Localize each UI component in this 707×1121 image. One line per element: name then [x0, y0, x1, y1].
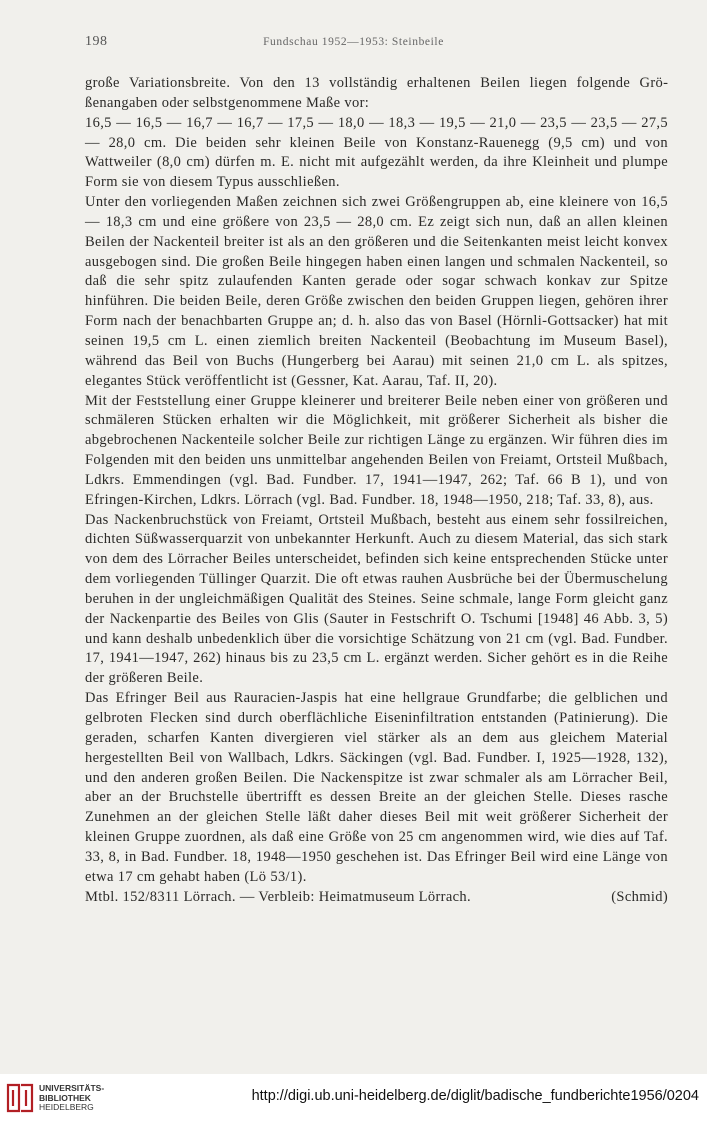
paragraph: Mit der Feststellung einer Gruppe kleinerer und breiterer Beile neben einer von größeren und schmäleren Stücken erhalten wir die Möglichkeit, mit größerer Sicherheit als bisher die abgebrochenen Nackenteile solcher Beile zur richtigen Länge zu ergänzen. Wir führen dies im Folgenden mit den beiden uns unmittelbar angehenden Beilen von Freiamt, Ortsteil Mußbach, Ldkrs. Emmendingen (vgl. Bad. Fundber. 17, 1941—1947, 262; Taf. 66 B 1), und von Efringen-Kirchen, Ldkrs. Lörrach (vgl. Bad. Fundber. 18, 1948—1950, 218; Taf. 33, 8), aus.	[85, 392, 668, 508]
paragraph: 16,5 — 16,5 — 16,7 — 16,7 — 17,5 — 18,0 — 18,3 — 19,5 — 21,0 — 23,5 — 23,5 — 27,5 — 28,0 cm. Die beiden sehr kleinen Beile von Konstanz-Rauenegg (9,5 cm) und von Wattweiler (8,0 cm) dürfen m. E. nicht mit aufgezählt werden, da ihre Kleinheit und plumpe Form sie von diesem Typus ausschließen.	[85, 114, 668, 191]
ub-heidelberg-logo-icon	[5, 1081, 35, 1113]
reference: Mtbl. 152/8311 Lörrach. — Verbleib: Heimatmuseum Lörrach.	[85, 888, 471, 905]
running-head: Fundschau 1952—1953: Steinbeile	[263, 36, 444, 48]
body-text	[85, 74, 668, 907]
page-number: 198	[85, 34, 108, 49]
author: (Schmid)	[611, 888, 668, 905]
source-url[interactable]: http://digi.ub.uni-heidelberg.de/diglit/badische_fundberichte1956/0204	[251, 1088, 699, 1104]
paragraph: Das Nackenbruchstück von Freiamt, Ortsteil Mußbach, besteht aus einem sehr fossilreichen, dichten Süßwasserquarzit von unbekannter Herkunft. Auch zu diesem Material, das sich stark von dem des Lörracher Beiles unterscheidet, befinden sich keine entsprechenden Stücke unter dem vorliegenden Tüllinger Quarzit. Die oft etwas rauhen Ausbrüche bei der Übermuschelung beruhen in der ungleichmäßigen Qualität des Steines. Seine schmale, lange Form gleicht ganz der Nackenpartie des Beiles von Glis (Sauter in Festschrift O. Tschumi [1948] 46 Abb. 3, 5) und kann deshalb unbedenklich über die vorsichtige Schätzung von 21 cm (vgl. Bad. Fundber. 17, 1941—1947, 262) hinaus bis zu 23,5 cm L. ergänzt werden. Sicher gehört es in die Reihe der größeren Beile.	[85, 511, 668, 687]
paragraph: Das Efringer Beil aus Rauracien-Jaspis hat eine hellgraue Grundfarbe; die gelblichen und gelbroten Flecken sind durch oberflächliche Eiseninfiltration entstanden (Patinierung). Die geraden, scharfen Kanten divergieren viel stärker als an dem aus gleichem Material hergestellten Beil von Wallbach, Ldkrs. Säckingen (vgl. Bad. Fundber. I, 1925—1928, 132), und den anderen großen Beilen. Die Nackenspitze ist zwar schmaler als am Lörracher Beil, aber an der Bruchstelle übertrifft es dessen Breite an der gleichen Stelle. Dieses rasche Zunehmen an der gleichen Stelle läßt daher dieses Beil mit weit größerer Sicherheit der kleinen Gruppe zuordnen, als daß eine Größe von 25 cm angenommen wird, wie dies auf Taf. 33, 8, in Bad. Fundber. 18, 1948—1950 geschehen ist. Das Efringer Beil wird eine Länge von etwa 17 cm gehabt haben (Lö 53/1).	[85, 690, 668, 885]
closing-line	[85, 888, 668, 908]
paragraph: große Variationsbreite. Von den 13 vollständig erhaltenen Beilen liegen folgende Größenangaben oder selbstgenommene Maße vor:	[85, 75, 668, 111]
library-name: UNIVERSITÄTS- BIBLIOTHEK HEIDELBERG	[39, 1083, 105, 1112]
paragraph: Unter den vorliegenden Maßen zeichnen sich zwei Größengruppen ab, eine kleinere von 16,5 — 18,3 cm und eine größere von 23,5 — 28,0 cm. Ez zeigt sich nun, daß an allen kleinen Beilen der Nackenteil breiter ist als an den größeren und die Seitenkanten meist leicht konvex ausgebogen sind. Die großen Beile hingegen haben einen langen und schmalen Nackenteil, so daß die sehr spitz zulaufenden Kanten gerade oder sogar schwach konkav zur Spitze hinführen. Die beiden Beile, deren Größe zwischen den beiden Gruppen liegen, gehören ihrer Form nach der benachbarten Gruppe an; d. h. also das von Basel (Hörnli-Gottsacker) hat mit seinen 19,5 cm L. einen ziemlich breiten Nackenteil (Beobachtung im Museum Basel), während das Beil von Buchs (Hungerberg bei Aarau) mit seinen 21,0 cm L. als spitzes, elegantes Stück veröffentlicht ist (Gessner, Kat. Aarau, Taf. II, 20).	[85, 194, 668, 389]
